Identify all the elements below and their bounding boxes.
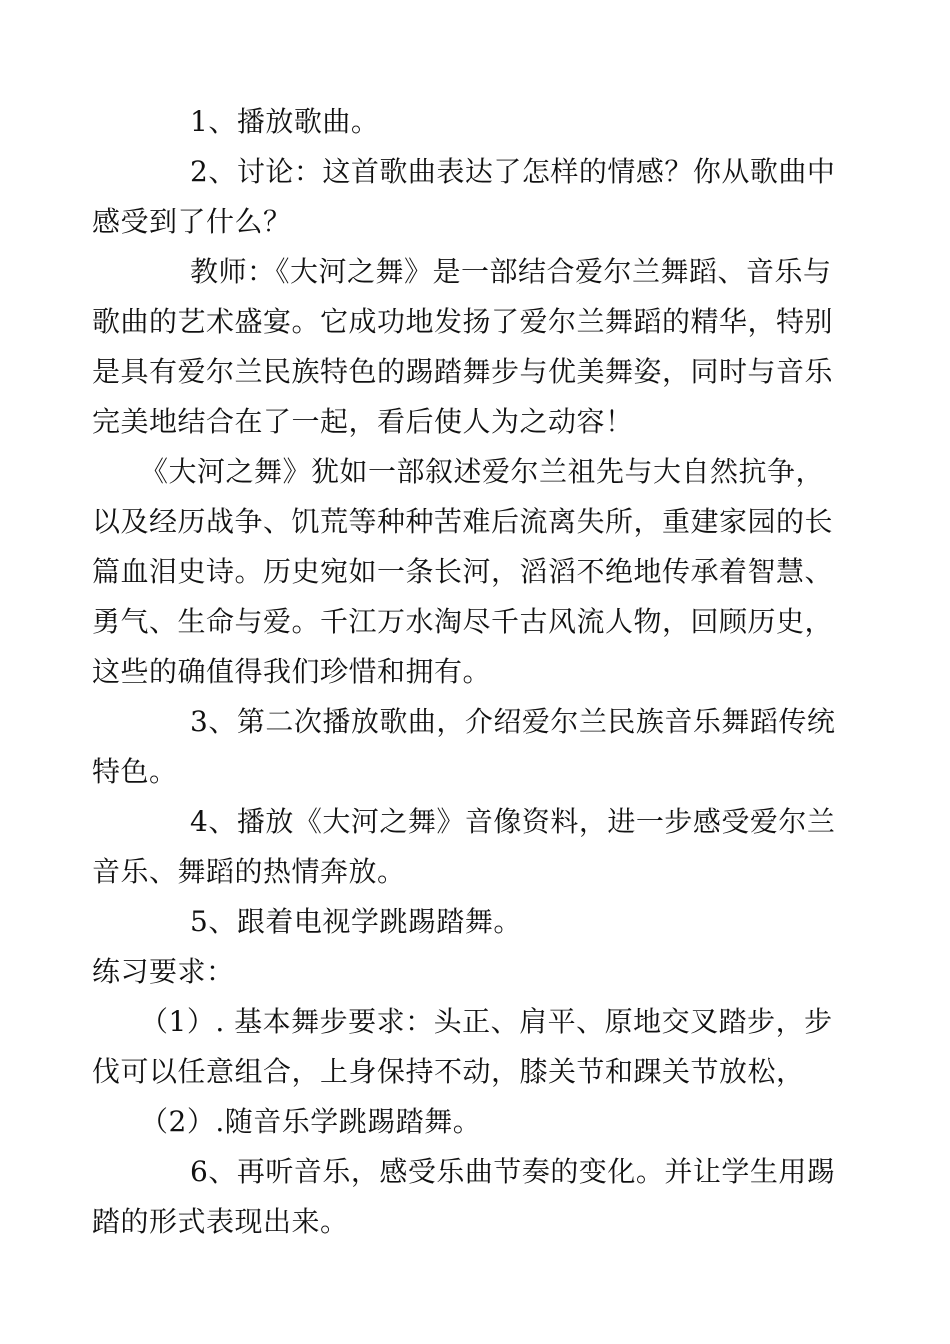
riverdance-paragraph-line-3: 篇血泪史诗。历史宛如一条长河，滔滔不绝地传承着智慧、 (92, 555, 834, 588)
teacher-paragraph-line-4: 完美地结合在了一起，看后使人为之动容！ (92, 405, 634, 438)
requirement-2-line: （2）.随音乐学跳踢踏舞。 (140, 1105, 482, 1138)
step-5-line: 5、跟着电视学跳踢踏舞。 (190, 905, 522, 938)
teacher-paragraph-line-1: 教师：《大河之舞》是一部结合爱尔兰舞蹈、音乐与 (190, 255, 832, 288)
riverdance-paragraph-line-5: 这些的确值得我们珍惜和拥有。 (92, 655, 492, 688)
teacher-paragraph-line-2: 歌曲的艺术盛宴。它成功地发扬了爱尔兰舞蹈的精华，特别 (92, 305, 834, 338)
step-2-line-1: 2、讨论：这首歌曲表达了怎样的情感？你从歌曲中 (190, 155, 836, 188)
riverdance-paragraph-line-4: 勇气、生命与爱。千江万水淘尽千古风流人物，回顾历史， (92, 605, 834, 638)
step-6-line-1: 6、再听音乐，感受乐曲节奏的变化。并让学生用踢 (190, 1155, 836, 1188)
step-4-line-2: 音乐、舞蹈的热情奔放。 (92, 855, 406, 888)
step-4-line-1: 4、播放《大河之舞》音像资料，进一步感受爱尔兰 (190, 805, 836, 838)
riverdance-paragraph-line-2: 以及经历战争、饥荒等种种苦难后流离失所，重建家园的长 (92, 505, 834, 538)
requirement-1-line-1: （1）. 基本舞步要求：头正、肩平、原地交叉踏步，步 (140, 1005, 833, 1038)
practice-requirements-heading: 练习要求： (92, 955, 235, 988)
step-3-line-1: 3、第二次播放歌曲，介绍爱尔兰民族音乐舞蹈传统 (190, 705, 836, 738)
requirement-1-line-2: 伐可以任意组合，上身保持不动，膝关节和踝关节放松， (92, 1055, 805, 1088)
step-6-line-2: 踏的形式表现出来。 (92, 1205, 349, 1238)
step-1-line: 1、播放歌曲。 (190, 105, 380, 138)
riverdance-paragraph-line-1: 《大河之舞》犹如一部叙述爱尔兰祖先与大自然抗争， (140, 455, 825, 488)
step-2-line-2: 感受到了什么？ (92, 205, 292, 238)
step-3-line-2: 特色。 (92, 755, 178, 788)
teacher-paragraph-line-3: 是具有爱尔兰民族特色的踢踏舞步与优美舞姿，同时与音乐 (92, 355, 834, 388)
